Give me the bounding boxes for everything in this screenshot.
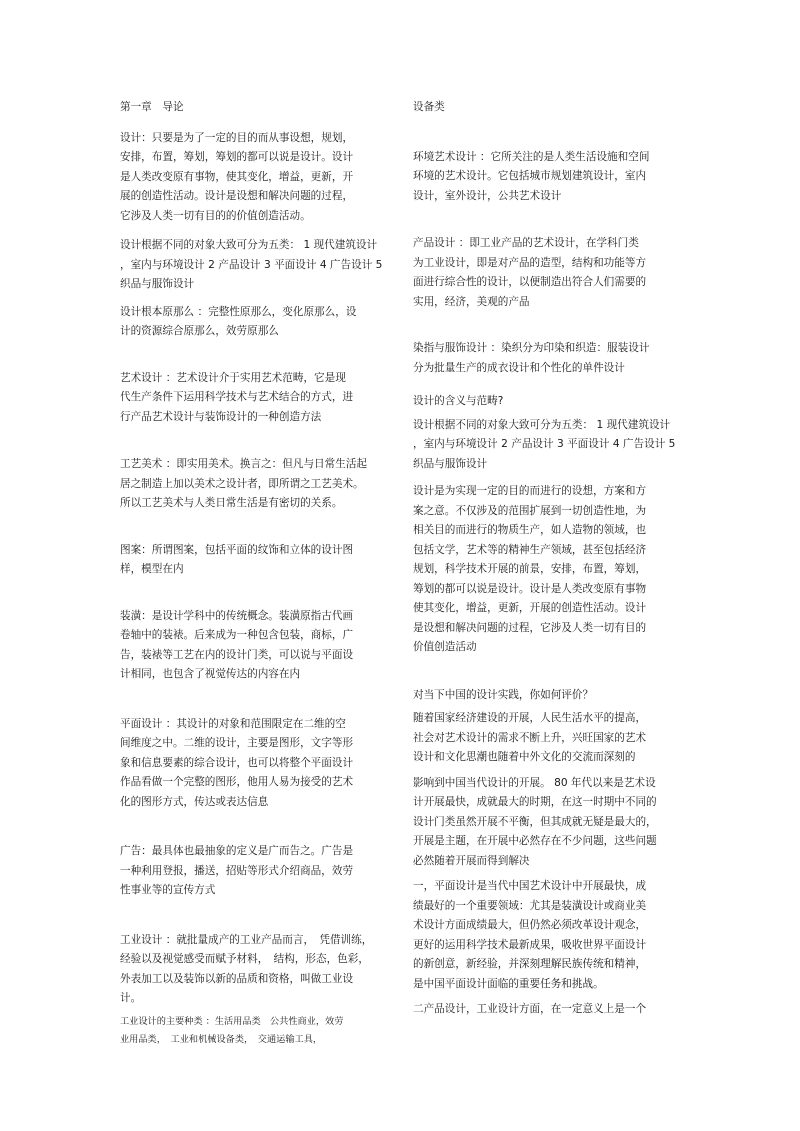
right-column <box>413 98 685 1020</box>
paragraph-decoration: 装潢：是设计学科中的传统概念。装潢原指古代画 卷轴中的装裱。后来成为一种包含包装，商标，广 告，装裱等工艺在内的设计门类，可以说与平面设 计相同，也包含了视觉传达的内容在内 <box>120 609 354 680</box>
heading-design-meaning: 设计的含义与范畴? <box>413 395 504 407</box>
paragraph-meaning-types: 设计根据不同的对象大致可分为五类： 1 现代建筑设计 ，室内与环境设计 2 产品设计 3 平面设计 4 广告设计 5 织品与服饰设计 <box>413 418 676 470</box>
paragraph-textile-design: 染指与服饰设计 ：染织分为印染和织造：服装设计 分为批量生产的成衣设计和个性化的单件设计 <box>413 342 650 374</box>
paragraph-industrial-kinds: 工业设计的主要种类 ：生活用品类 公共性商业，效劳 业用品类， 工业和机械设备类， 交通运输工具， <box>120 1015 344 1045</box>
paragraph-advertising: 广告：最具体也最抽象的定义是广而告之。广告是 一种利用登报，播送，招贴等形式介绍商品，效劳 性事业等的宣传方式 <box>120 845 354 896</box>
paragraph-china-4: 二产品设计，工业设计方面，在一定意义上是一个 <box>413 1003 647 1015</box>
paragraph-art-design: 艺术设计 ：艺术设计介于实用艺术范畴，它是现 代生产条件下运用科学技术与艺术结合的方式，进 行产品艺术设计与装饰设计的一种创造方法 <box>120 371 354 423</box>
paragraph-china-1: 随着国家经济建设的开展，人民生活水平的提高， 社会对艺术设计的需求不断上升，兴旺国家的艺术 设计和文化思潮也随着中外文化的交流而深刻的 <box>413 712 647 763</box>
left-column <box>120 98 390 1049</box>
paragraph-meaning-body: 设计是为实现一定的目的而进行的设想，方案和方 案之意。不仅涉及的范围扩展到一切创造性地，为 相关目的而进行的物质生产，如人造物的领域，也 包括文学，艺术等的精神生产领域，甚至包括经济 规划，科学技术开展的前景，安排，布置，筹划， 筹划的都可以说是设计。设计是人类改变原有事物 使其变化，增益，更新，开展的创造性活动。设计 是设想和解决问题的过程，它涉及人类一切有目的 价值创造活动 <box>413 485 647 653</box>
paragraph-design-definition: 设计：只要是为了一定的目的而从事设想，规划， 安排，布置，筹划，筹划的都可以说是设计。设计 是人类改变原有事物，使其变化，增益，更新，开 展的创造性活动。设计是设想和解决问题的过程， 它涉及人类一切有目的的价值创造活动。 <box>120 131 354 222</box>
paragraph-environment-design: 环境艺术设计 ：它所关注的是人类生活设施和空间 环境的艺术设计。它包括城市规划建筑设计，室内 设计，室外设计，公共艺术设计 <box>413 150 650 202</box>
paragraph-equipment: 设备类 <box>413 101 445 113</box>
paragraph-product-design: 产品设计 ：即工业产品的艺术设计，在学科门类 为工业设计，即是对产品的造型，结构和功能等方 面进行综合性的设计，以便制造出符合人们需要的 实用，经济，美观的产品 <box>413 237 647 308</box>
paragraph-china-2: 影响到中国当代设计的开展。 80 年代以来是艺术设 计开展最快，成就最大的时期，在这一时期中不同的 设计门类虽然开展不平衡，但其成就无疑是最大的， 开展是主题，在开展中必然存在不少问题，这些问题 必然随着开展而得到解决 <box>413 776 657 867</box>
paragraph-china-3: 一，平面设计是当代中国艺术设计中开展最快，成 绩最好的一个重要领域：尤其是装潢设计或商业美 术设计方面成绩最大，但仍然必须改革设计观念， 更好的运用科学技术最新成果，吸收世界平面设计 的新创意，新经验，并深刻理解民族传统和精神， 是中国平面设计面临的重要任务和挑战。 <box>413 880 647 990</box>
paragraph-industrial-design: 工业设计 ：就批量成产的工业产品而言， 凭借训练， 经验以及视觉感受而赋予材料， 结构，形态，色彩， 外表加工以及装饰以新的品质和资格，叫做工业设 计。 <box>120 933 373 1004</box>
paragraph-graphic-design: 平面设计 ：其设计的对象和范围限定在二维的空 间维度之中。二维的设计，主要是图形，文字等形 象和信息要素的综合设计，也可以将整个平面设计 作品看做一个完整的图形，他用人易为接受的艺术 化的图形方式，传达或表达信息 <box>120 717 354 808</box>
heading-china-practice: 对当下中国的设计实践，你如何评价？ <box>413 688 594 701</box>
paragraph-design-principles: 设计根本原那么 ：完整性原那么，变化原那么，设 计的资源综合原那么，效劳原那么 <box>120 305 357 337</box>
paragraph-design-types: 设计根据不同的对象大致可分为五类： 1 现代建筑设计 ，室内与环境设计 2 产品设计 3 平面设计 4 广告设计 5 织品与服饰设计 <box>120 239 383 290</box>
chapter-title: 第一章 导论 <box>120 101 184 113</box>
paragraph-pattern: 图案：所谓图案，包括平面的纹饰和立体的设计图 样，模型在内 <box>120 543 354 575</box>
paragraph-craft-art: 工艺美术 ：即实用美术。换言之：但凡与日常生活起 居之制造上加以美术之设计者，即所谓之工艺美术。 所以工艺美术与人类日常生活是有密切的关系。 <box>120 458 368 509</box>
